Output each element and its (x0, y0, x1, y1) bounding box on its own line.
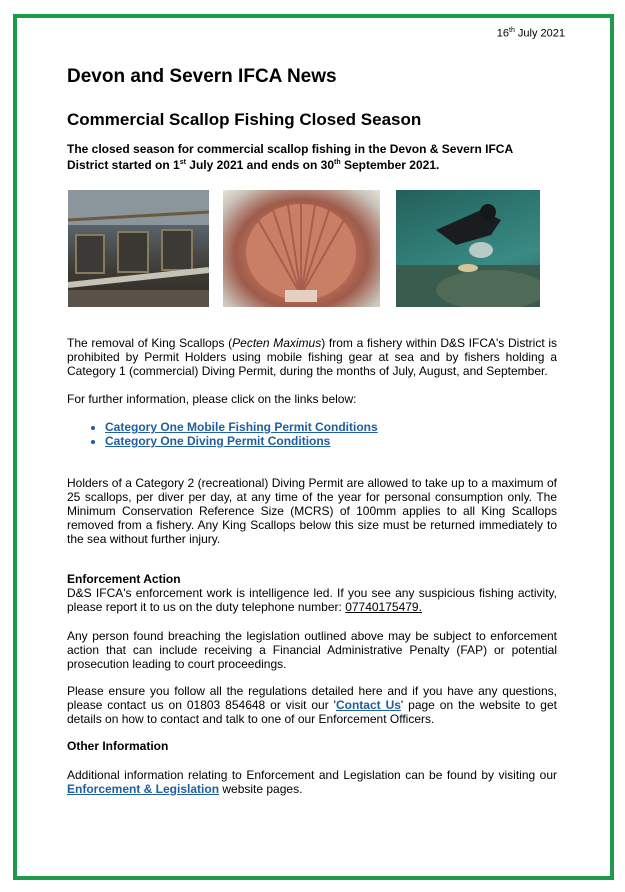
diving-permit-link[interactable]: Category One Diving Permit Conditions (105, 434, 331, 448)
penalty-paragraph: Any person found breaching the legislation outlined above may be subject to enforcement action that can include receiving a Financial Administrative Penalty (FAP) or potential prosecution leading to court proceedings. (67, 629, 557, 671)
permit-links-list (85, 420, 378, 448)
date: 16th July 2021 (496, 27, 565, 40)
enforcement-heading: Enforcement Action (67, 572, 181, 586)
diver-photo (396, 190, 540, 307)
further-info-text: For further information, please click on the links below: (67, 392, 357, 406)
dredge-photo (68, 190, 209, 307)
enforcement-legislation-link[interactable]: Enforcement & Legislation (67, 782, 220, 796)
list-item (105, 434, 378, 448)
category2-paragraph: Holders of a Category 2 (recreational) Diving Permit are allowed to take up to a maximum of 25 scallops, per diver per day, at any time of the year for personal consumption only. The Minimum Conservation Reference Size (MCRS) of 100mm applies to all King Scallops removed from a fishery. Any King Scallops below this size must be returned immediately to the sea without further injury. (67, 476, 557, 546)
other-info-heading: Other Information (67, 739, 169, 753)
enforcement-paragraph: D&S IFCA's enforcement work is intelligence led. If you see any suspicious fishing activity, please report it to us on the duty telephone number: 07740175479. (67, 586, 557, 614)
scallop-photo (223, 190, 380, 307)
contact-us-link[interactable]: Contact Us (335, 698, 401, 712)
duty-phone: 07740175479. (345, 600, 422, 614)
other-info-paragraph: Additional information relating to Enforcement and Legislation can be found by visiting our Enforcement & Legislation website pages. (67, 768, 557, 796)
lead-paragraph: The closed season for commercial scallop fishing in the Devon & Severn IFCA District started on 1st July 2021 and ends on 30th September 2021. (67, 142, 513, 172)
removal-paragraph: The removal of King Scallops (Pecten Maximus) from a fishery within D&S IFCA's District is prohibited by Permit Holders using mobile fishing gear at sea and by fishers holding a Category 1 (commercial) Diving Permit, during the months of July, August, and September. (67, 336, 558, 378)
mobile-permit-link[interactable]: Category One Mobile Fishing Permit Conditions (105, 420, 378, 434)
list-item (105, 420, 378, 434)
contact-paragraph: Please ensure you follow all the regulations detailed here and if you have any questions, please contact us on 01803 854648 or visit our 'Contact Us' page on the website to get details on how to contact and talk to one of our Enforcement Officers. (67, 684, 557, 726)
page-title: Devon and Severn IFCA News (67, 66, 337, 87)
article-title: Commercial Scallop Fishing Closed Season (67, 110, 422, 129)
